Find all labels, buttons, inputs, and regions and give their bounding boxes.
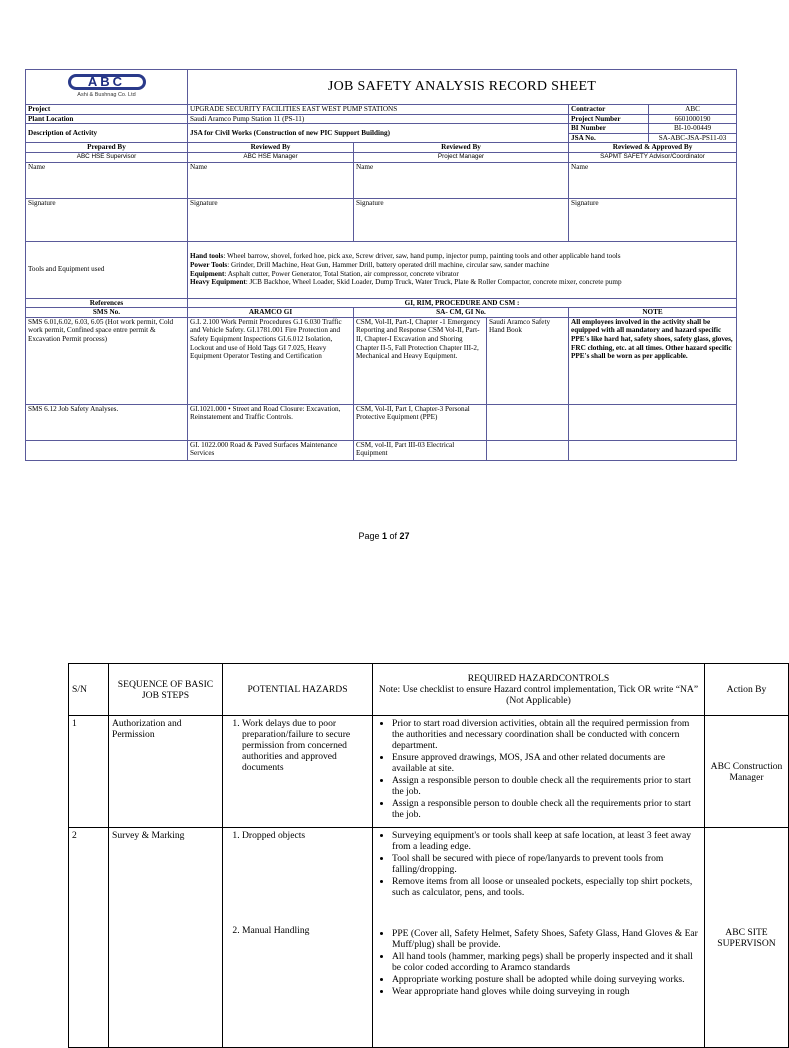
reviewed-by-heading-2: Reviewed By [354,143,569,153]
csm-ref-2: CSM, Vol-II, Part I, Chapter-3 Personal Protective Equipment (PPE) [354,404,487,440]
page-indicator: Page 1 of 27 [358,531,410,541]
name-field-4[interactable]: Name [569,162,737,198]
handbook-ref-2 [487,404,569,440]
control-item: • Prior to start road diversion activities, obtain all the required permission from the authorities and necessary coordination shall be conducted with concern department. [392,718,701,751]
project-value: UPGRADE SECURITY FACILITIES EAST WEST PUMP STATIONS [188,105,569,115]
tools-label: Tools and Equipment used [26,241,188,298]
row-2-action-by: ABC SITE SUPERVISON [705,828,789,1048]
note-blank-2 [569,404,737,440]
description-label: Description of Activity [26,124,188,143]
hazard-controls-table [68,663,789,1048]
description-value: JSA for Civil Works (Construction of new PIC Support Building) [188,124,569,143]
aramco-ref-2: GI.1021.000 • Street and Road Closure: Excavation, Reinstatement and Traffic Controls. [188,404,354,440]
page-1 [0,0,768,500]
approved-by-heading: Reviewed & Approved By [569,143,737,153]
row-2-hazards [223,828,373,1048]
csm-ref-3: CSM, vol-II, Part III-03 Electrical Equipment [354,440,487,460]
signature-field-3[interactable]: Signature [354,198,569,241]
tools-list [188,241,737,298]
control-item: • Assign a responsible person to double check all the requirements prior to start the job. [392,798,701,820]
jsa-record-sheet [25,69,737,461]
row-2-controls [373,828,705,1048]
control-item: • Tool shall be secured with piece of rope/lanyards to prevent tools from falling/dropping. [392,853,701,875]
row-2-step: Survey & Marking [109,828,223,1048]
signature-field-1[interactable]: Signature [26,198,188,241]
tools-line-power: Power Tools: Grinder, Drill Machine, Heat Gun, Hammer Drill, battery operated drill machine, circular saw, sander machine [190,260,550,269]
sms-heading: SMS No. [26,308,188,318]
tools-line-heavy: Heavy Equipment: JCB Backhoe, Wheel Loader, Skid Loader, Dump Truck, Water Truck, Plate & Roller Compactor, concrete mixer, concrete pump [190,278,622,287]
reviewed-by-role-2: Project Manager [354,152,569,162]
name-field-3[interactable]: Name [354,162,569,198]
head-sn: S/N [69,664,109,716]
control-item: • All hand tools (hammer, marking pegs) shall be properly inspected and it shall be color coded according to Aramco standards [392,951,701,973]
sms-ref-1: SMS 6.01,6.02, 6.03, 6.05 (Hot work permit, Cold work permit, Confined space entre permit & Excavation Permit process) [26,317,188,404]
logo-cell [26,70,188,105]
head-hazards: POTENTIAL HAZARDS [223,664,373,716]
signature-field-2[interactable]: Signature [188,198,354,241]
bi-number-value: BI-10-00449 [649,124,737,134]
contractor-value: ABC [649,105,737,115]
tools-line-hand: Hand tools: Wheel barrow, shovel, forked hoe, pick axe, Screw driver, saw, hand pump, injector pump, painting tools and other applicable hand tools [190,252,621,261]
aramco-gi-heading: ARAMCO GI [188,308,354,318]
page-2 [0,660,783,1024]
prepared-by-role: ABC HSE Supervisor [26,152,188,162]
name-field-2[interactable]: Name [188,162,354,198]
bi-number-label: BI Number [569,124,649,134]
note-blank-3 [569,440,737,460]
company-name: Ashi & Bushnag Co. Ltd [77,92,136,99]
plant-location-label: Plant Location [26,114,188,124]
control-item: • Ensure approved drawings, MOS, JSA and other related documents are available at site. [392,752,701,774]
page-title: JOB SAFETY ANALYSIS RECORD SHEET [188,70,737,105]
project-number-value: 6601000190 [649,114,737,124]
control-item: • Wear appropriate hand gloves while doing surveying in rough [392,986,701,997]
head-controls: REQUIRED HAZARDCONTROLS Note: Use checklist to ensure Hazard control implementation, Tick OR write “NA” (Not Applicable) [373,664,705,716]
aramco-ref-1: G.I. 2.100 Work Permit Procedures G.I 6.030 Traffic and Vehicle Safety. GI.1781.001 Fire Protection and Safety Equipment Inspections GI.6.012 Isolation, Lockout and use of Hold Tags GI 7.025, Heavy Equipment Operator Testing and Certification [188,317,354,404]
abc-logo: ABC [68,74,146,90]
reviewed-by-heading-1: Reviewed By [188,143,354,153]
gi-rim-heading: GI, RIM, PROCEDURE AND CSM : [188,298,737,308]
prepared-by-heading: Prepared By [26,143,188,153]
control-item: • Assign a responsible person to double check all the requirements prior to start the job. [392,775,701,797]
row-1-hazards [223,716,373,828]
note-heading: NOTE [569,308,737,318]
tools-line-equipment: Equipment: Asphalt cutter, Power Generator, Total Station, air compressor, concrete vibrator [190,269,459,278]
row-2-hazard-1: 1. Dropped objects [242,830,369,841]
head-steps: SEQUENCE OF BASIC JOB STEPS [109,664,223,716]
reviewed-by-role-1: ABC HSE Manager [188,152,354,162]
name-field-1[interactable]: Name [26,162,188,198]
control-item: • PPE (Cover all, Safety Helmet, Safety Shoes, Safety Glass, Hand Gloves & Ear Muff/plug) shall be provide. [392,928,701,950]
jsa-number-value: SA-ABC-JSA-PS11-03 [649,133,737,143]
project-label: Project [26,105,188,115]
handbook-ref: Saudi Aramco Safety Hand Book [487,317,569,404]
contractor-label: Contractor [569,105,649,115]
jsa-number-label: JSA No. [569,133,649,143]
csm-heading: SA- CM, GI No. [354,308,569,318]
references-label: References [26,298,188,308]
approved-by-role: SAPMT SAFETY Advisor/Coordinator [569,152,737,162]
control-item: • Surveying equipment's or tools shall keep at safe location, at least 3 feet away from a leading edge. [392,830,701,852]
head-action-by: Action By [705,664,789,716]
row-1-step: Authorization and Permission [109,716,223,828]
aramco-ref-3: GI. 1022.000 Road & Paved Surfaces Maintenance Services [188,440,354,460]
csm-ref-1: CSM, Vol-II, Part-I, Chapter -1 Emergency Reporting and Response CSM Vol-II, Part-II, Chapter-I Excavation and Shoring Chapter II-5, Fall Protection Chapter III-2, Mechanical and Heavy Equipment. [354,317,487,404]
sms-ref-2: SMS 6.12 Job Safety Analyses. [26,404,188,440]
row-1-action-by: ABC Construction Manager [705,716,789,828]
ppe-note: All employees involved in the activity shall be equipped with all mandatory and hazard specific PPE's like hard hat, safety shoes, safety glass, gloves, FRC clothing, etc. at all times. Other hazard specific PPE's shall be worn as per applicable. [569,317,737,404]
row-1-controls [373,716,705,828]
row-2-hazard-2: 2. Manual Handling [242,925,369,936]
row-1-sn: 1 [69,716,109,828]
control-item: • Appropriate working posture shall be adopted while doing surveying works. [392,974,701,985]
row-1-hazard: 1. Work delays due to poor preparation/failure to secure permission from concerned authorities and approved documents [242,718,369,773]
control-item: • Remove items from all loose or unsealed pockets, especially top shirt pockets, such as calculator, pens, and tools. [392,876,701,898]
handbook-ref-3 [487,440,569,460]
row-2-sn: 2 [69,828,109,1048]
project-number-label: Project Number [569,114,649,124]
plant-location-value: Saudi Aramco Pump Station 11 (PS-11) [188,114,569,124]
signature-field-4[interactable]: Signature [569,198,737,241]
sms-ref-3 [26,440,188,460]
